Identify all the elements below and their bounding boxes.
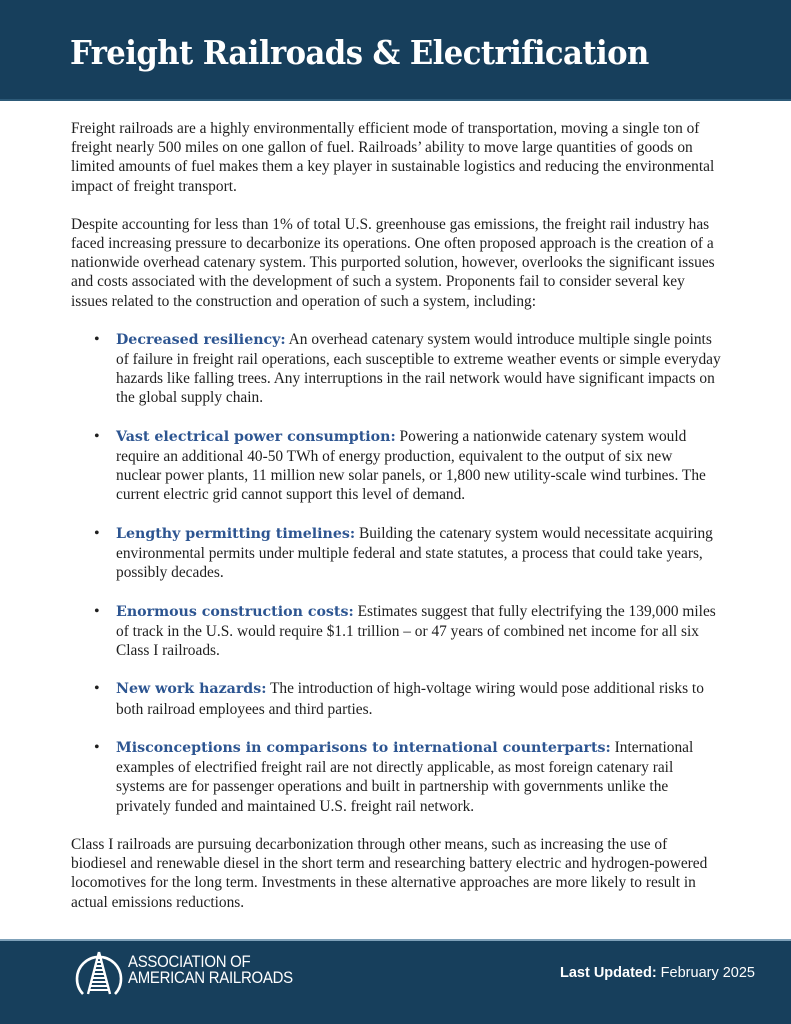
org-name-line-1: ASSOCIATION OF xyxy=(128,952,251,971)
issue-term: Misconceptions in comparisons to international counterparts xyxy=(116,740,606,757)
term-separator: : xyxy=(280,331,286,348)
issue-text: Building the catenary system would necessitate acquiring environmental permits under multiple federal and state statutes, a process that could take years, possibly decades. xyxy=(116,524,713,582)
issue-term: Enormous construction costs xyxy=(116,603,349,620)
page-title: Freight Railroads & Electrification xyxy=(70,33,649,72)
conclusion-paragraph: Class I railroads are pursuing decarbonization through other means, such as increasing the use of biodiesel and renewable diesel in the short term and researching battery electric and hydrogen-powered locomotives for the long term. Investments in these alternative approaches are more likely to result in actual emissions reductions. xyxy=(71,836,708,911)
term-separator: : xyxy=(605,740,611,757)
list-item xyxy=(71,602,721,661)
last-updated xyxy=(560,965,755,981)
last-updated-label: Last Updated: xyxy=(559,965,657,981)
page-footer xyxy=(0,939,791,1024)
document-body xyxy=(71,119,721,931)
organization-name xyxy=(128,954,293,986)
railroad-track-arch-icon xyxy=(73,946,125,998)
issue-text: Powering a nationwide catenary system would require an additional 40-50 TWh of energy production, equivalent to the output of six new nuclear power plants, 11 million new solar panels, or 1,800 new utility-scale wind turbines. The current electric grid cannot support this level of demand. xyxy=(116,427,706,504)
issue-term: Lengthy permitting timelines xyxy=(116,525,350,542)
term-separator: : xyxy=(390,428,396,445)
intro-paragraph-2: Despite accounting for less than 1% of total U.S. greenhouse gas emissions, the freight rail industry has faced increasing pressure to decarbonize its operations. One often proposed approach is the creation of a nationwide overhead catenary system. This purported solution, however, overlooks the significant issues and costs associated with the development of such a system. Proponents fail to consider several key issues related to the construction and operation of such a system, including: xyxy=(71,215,715,310)
intro-paragraph-1: Freight railroads are a highly environmentally efficient mode of transportation, moving a single ton of freight nearly 500 miles on one gallon of fuel. Railroads’ ability to move large quantities of goods on limited amounts of fuel makes them a key player in sustainable logistics and reducing the environmental impact of freight transport. xyxy=(71,120,715,195)
org-name-line-2: AMERICAN RAILROADS xyxy=(128,968,293,987)
last-updated-value: February 2025 xyxy=(656,965,755,981)
issue-term: New work hazards: xyxy=(116,681,267,698)
key-issues-list xyxy=(71,330,721,816)
term-separator: : xyxy=(349,525,356,542)
list-item xyxy=(71,330,721,408)
list-item xyxy=(71,524,721,583)
issue-text: The introduction of high-voltage wiring would pose additional risks to both railroad employees and third parties. xyxy=(116,680,704,718)
issue-term: Decreased resiliency xyxy=(116,331,281,348)
list-item xyxy=(71,427,721,505)
page-header xyxy=(0,0,791,101)
issue-text: Estimates suggest that fully electrifying the 139,000 miles of track in the U.S. would require $1.1 trillion – or 47 years of combined net income for all six Class I railroads. xyxy=(116,602,716,660)
list-item xyxy=(71,679,721,718)
issue-text: International examples of electrified freight rail are not directly applicable, as most foreign catenary rail systems are for passenger operations and built in partnership with governments unlike the privately funded and maintained U.S. freight rail network. xyxy=(116,739,694,815)
term-separator: : xyxy=(348,603,354,620)
issue-text: An overhead catenary system would introduce multiple single points of failure in freight rail operations, each susceptible to extreme weather events or simple everyday hazards like falling trees. Any interruptions in the rail network would have significant impacts on the global supply chain. xyxy=(116,330,721,407)
list-item xyxy=(71,738,721,816)
issue-term: Vast electrical power consumption xyxy=(116,428,391,445)
